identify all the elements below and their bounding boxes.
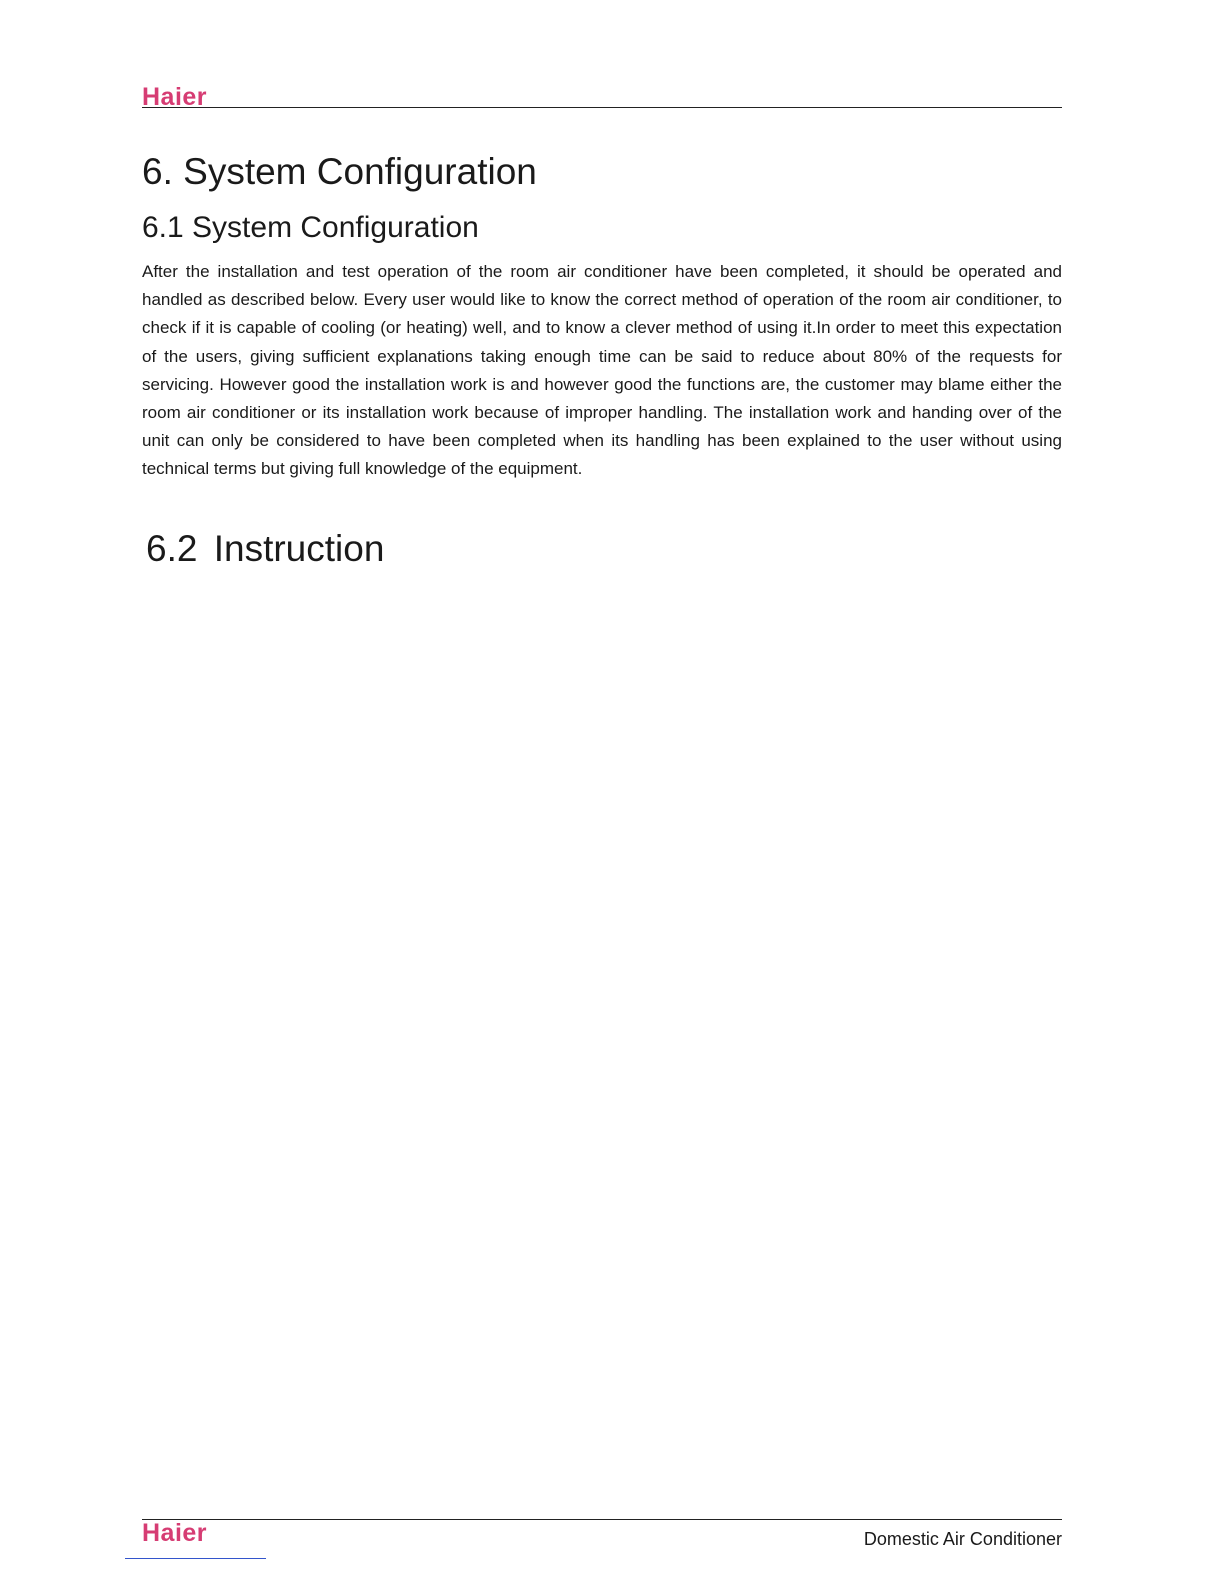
subsection-title-6-1: 6.1 System Configuration [142, 211, 479, 244]
subsection-body-6-1: After the installation and test operation of the room air conditioner have been completed, it should be operated and handled as described below. Every user would like to know the correct method of operation of the room air conditioner, to check if it is capable of cooling (or heating) well, and to know a clever method of using it.In order to meet this expectation of the users, giving sufficient explanations taking enough time can be said to reduce about 80% of the requests for servicing. However good the installation work is and however good the functions are, the customer may blame either the room air conditioner or its installation work because of improper handling. The installation work and handing over of the unit can only be considered to have been completed when its handling has been explained to the user without using technical terms but giving full knowledge of the equipment. [142, 262, 1062, 479]
header-haier-logo: Haier [142, 83, 208, 111]
footer-link-underline [125, 1558, 266, 1559]
footer-divider [142, 1519, 1062, 1520]
header-divider [142, 107, 1062, 108]
footer-haier-logo: Haier [142, 1519, 208, 1547]
subsection-title-6-2: 6.2 Instruction [146, 528, 385, 569]
section-title: 6. System Configuration [142, 151, 537, 192]
footer-product-line: Domestic Air Conditioner [863, 1529, 1062, 1549]
